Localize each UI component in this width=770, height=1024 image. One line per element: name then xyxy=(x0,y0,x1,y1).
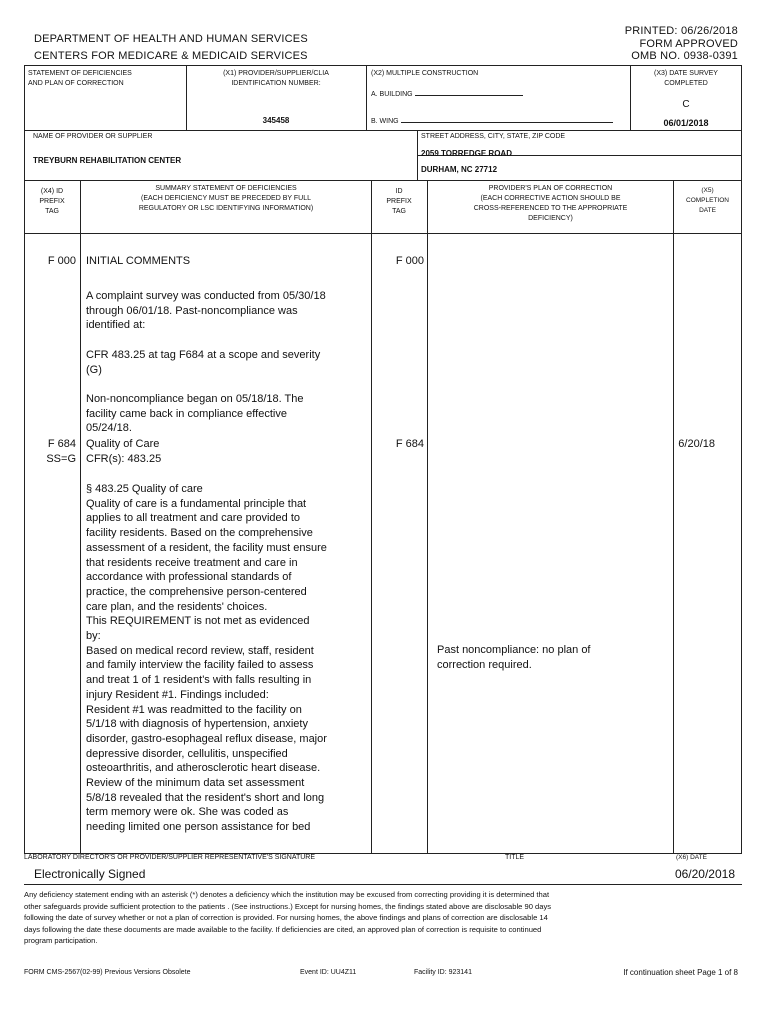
quality-of-care-heading: Quality of Care xyxy=(86,438,160,450)
continuation-page: If continuation sheet Page 1 of 8 xyxy=(623,968,738,977)
disclaimer-text: Any deficiency statement ending with an asterisk (*) denotes a deficiency which the institution may be excused from correcting providing it is determined that other safeguards provide sufficient protection to the patients . (See instructions.) Except for nursing homes, the findings stated above are disclosable 90 days following the date of survey whether or not a plan of correction is provided. For nursing homes, the above findings and plans of correction are disclosable 14 days following the date these documents are made available to the facility. If deficiencies are cited, an approved plan of correction is requisite to continued program participation. xyxy=(24,890,552,945)
x3-label: (X3) DATE SURVEY COMPLETED xyxy=(654,70,718,87)
cfr-reference: CFR(s): 483.25 xyxy=(86,453,162,465)
signature-date: 06/20/2018 xyxy=(674,867,735,881)
tag-f000-right: F 000 xyxy=(395,255,424,267)
facility-id: Facility ID: 923141 xyxy=(414,969,472,976)
summary-column-header: SUMMARY STATEMENT OF DEFICIENCIES (EACH DEFICIENCY MUST BE PRECEDED BY FULL REGULATORY OR LSC IDENTIFYING INFORMATION) xyxy=(138,185,314,212)
id-column-header: ID PREFIX TAG xyxy=(386,188,412,215)
completion-date: 6/20/18 xyxy=(678,438,715,450)
signature-value: Electronically Signed xyxy=(34,867,146,881)
form-approved: FORM APPROVED xyxy=(639,38,738,50)
paragraph-cfr: CFR 483.25 at tag F684 at a scope and severity (G) xyxy=(86,348,321,376)
initial-comments-heading: INITIAL COMMENTS xyxy=(86,255,191,267)
signature-label: LABORATORY DIRECTOR'S OR PROVIDER/SUPPLIER REPRESENTATIVE'S SIGNATURE xyxy=(24,854,316,861)
tag-f684-left: F 684 xyxy=(47,438,76,450)
x5-column-header: (X5) COMPLETION DATE xyxy=(686,187,729,214)
deficiency-findings: § 483.25 Quality of care Quality of care is a fundamental principle that applies to all treatment and care provided to facility residents. Based on the comprehensive assessment of a resident, the facility must ensure that residents receive treatment and care in accordance with professional standards of practice, the comprehensive person-centered care plan, and the residents' choices. This REQUIREMENT is not met as evidenced by: Based on medical record review, staff, resident and family interview the facility failed to assess and treat 1 of 1 resident's with falls resulting in injury Resident #1. Findings included: Resident #1 was readmitted to the facility on 5/1/18 with diagnosis of hypertension, anxiety disorder, gastro-esophageal reflux disease, major depressive disorder, cellulitis, unspecified osteoarthritis, and atherosclerotic heart disease. Review of the minimum data set assessment 5/8/18 revealed that the resident's short and long term memory were ok. She was coded as needing limited one person assistance for bed xyxy=(86,483,327,834)
title-label: TITLE xyxy=(505,854,525,861)
provider-id-number: 345458 xyxy=(262,116,290,125)
address-line2: DURHAM, NC 27712 xyxy=(421,165,498,174)
provider-name-label: NAME OF PROVIDER OR SUPPLIER xyxy=(33,133,153,140)
agency-title: CENTERS FOR MEDICARE & MEDICAID SERVICES xyxy=(34,50,308,62)
wing-field: B. WING xyxy=(371,113,613,127)
address-line1: 2059 TORREDGE ROAD xyxy=(421,149,512,158)
tag-f684-right: F 684 xyxy=(395,438,424,450)
x2-label: (X2) MULTIPLE CONSTRUCTION xyxy=(371,70,479,77)
department-title: DEPARTMENT OF HEALTH AND HUMAN SERVICES xyxy=(34,33,308,45)
building-field: A. BUILDING xyxy=(371,86,523,100)
plan-of-correction-text: Past noncompliance: no plan of correction required. xyxy=(437,644,591,671)
paragraph-complaint: A complaint survey was conducted from 05/30/18 through 06/01/18. Past-noncompliance was identified at: xyxy=(86,290,326,332)
x1-label: (X1) PROVIDER/SUPPLIER/CLIA IDENTIFICATION NUMBER: xyxy=(223,70,329,87)
survey-completed-date: 06/01/2018 xyxy=(663,118,709,128)
narrative-intro xyxy=(86,289,366,451)
scope-severity: SS=G xyxy=(46,453,76,465)
omb-number: OMB NO. 0938-0391 xyxy=(631,50,738,62)
event-id: Event ID: UU4Z11 xyxy=(300,969,357,976)
survey-code: C xyxy=(682,99,690,110)
statement-label: STATEMENT OF DEFICIENCIES AND PLAN OF CORRECTION xyxy=(28,70,132,87)
x6-date-label: (X6) DATE xyxy=(676,854,707,861)
form-number: FORM CMS-2567(02-99) Previous Versions Obsolete xyxy=(24,969,191,976)
paragraph-noncompliance: Non-noncompliance began on 05/18/18. The facility came back in compliance effective 05/24/18. xyxy=(86,392,304,435)
address-label: STREET ADDRESS, CITY, STATE, ZIP CODE xyxy=(421,133,566,140)
x4-column-header: (X4) ID PREFIX TAG xyxy=(39,188,65,215)
provider-name: TREYBURN REHABILITATION CENTER xyxy=(33,156,182,165)
tag-f000-left: F 000 xyxy=(47,255,76,267)
plan-column-header: PROVIDER'S PLAN OF CORRECTION (EACH CORRECTIVE ACTION SHOULD BE CROSS-REFERENCED TO THE APPROPRIATE DEFICIENCY) xyxy=(473,185,628,222)
printed-date: PRINTED: 06/26/2018 xyxy=(624,25,738,37)
